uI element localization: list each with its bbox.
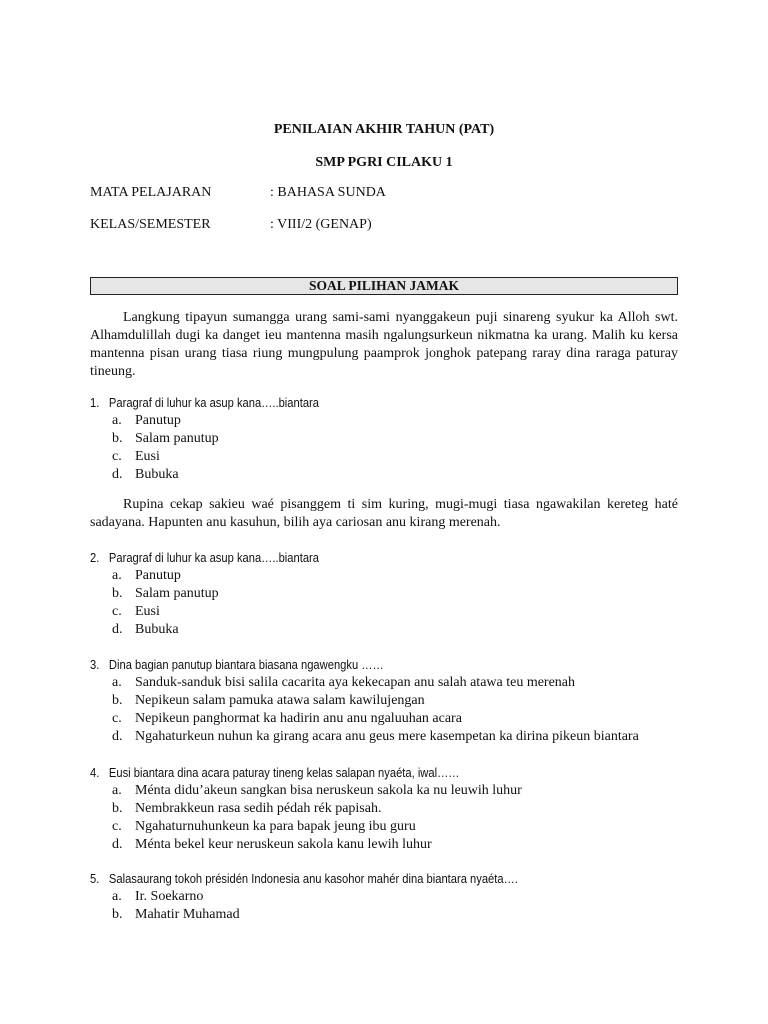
option-text: Eusi — [135, 604, 160, 619]
option-letter: c. — [112, 604, 122, 619]
option-text: Sanduk-sanduk bisi salila cacarita aya kekecapan anu salah atawa teu merenah — [135, 675, 576, 690]
reading-paragraph-1: Langkung tipayun sumangga urang sami-sami nyanggakeun puji sinareng syukur ka Alloh swt. Alhamdulillah dugi ka danget ieu mantenna masih ngalungsurkeun nikmatna ka urang. Malih ku kersa mantenna pisan urang tiasa riung mungpulung paamprok jonghok patepang raray dina raraga paturay tineung. — [90, 310, 678, 379]
option-letter: a. — [112, 568, 122, 583]
option — [90, 836, 710, 854]
option-letter: a. — [112, 675, 122, 690]
question-number: 3. — [90, 657, 100, 672]
option-text: Mahatir Muhamad — [135, 907, 240, 922]
section-title: SOAL PILIHAN JAMAK — [90, 277, 678, 295]
option-text: Nembrakkeun rasa sedih pédah rék papisah. — [135, 801, 382, 816]
option-text: Bubuka — [135, 467, 179, 482]
subject-row — [90, 185, 386, 201]
option — [90, 888, 710, 906]
question-stem — [90, 764, 623, 782]
class-row — [90, 217, 372, 233]
option-letter: c. — [112, 819, 122, 834]
option-text: Ngahaturnuhunkeun ka para bapak jeung ibu guru — [135, 819, 416, 834]
option — [90, 567, 710, 585]
option-text: Ngahaturkeun nuhun ka girang acara anu geus mere kasempetan ka dirina pikeun biantara — [135, 729, 639, 744]
option — [90, 692, 710, 710]
question-3 — [90, 656, 710, 746]
option-text: Ir. Soekarno — [135, 889, 204, 904]
question-5 — [90, 870, 710, 924]
question-stem — [90, 394, 623, 412]
reading-paragraph-2: Rupina cekap sakieu waé pisanggem ti sim kuring, mugi-mugi tiasa ngawakilan kereteg haté sadayana. Hapunten anu kasuhun, bilih aya cariosan anu kirang merenah. — [90, 497, 678, 530]
question-stem — [90, 656, 623, 674]
option — [90, 585, 710, 603]
question-text: Paragraf di luhur ka asup kana…..biantara — [108, 395, 319, 410]
question-stem — [90, 549, 623, 567]
question-number: 1. — [90, 395, 100, 410]
option — [90, 448, 710, 466]
question-text: Salasaurang tokoh présidén Indonesia anu kasohor mahér dina biantara nyaéta…. — [108, 871, 518, 886]
question-stem — [90, 870, 623, 888]
option-text: Salam panutup — [135, 431, 219, 446]
option-letter: c. — [112, 711, 122, 726]
question-2 — [90, 549, 710, 639]
option-text: Nepikeun panghormat ka hadirin anu anu ngaluuhan acara — [135, 711, 462, 726]
class-value: : VIII/2 (GENAP) — [270, 217, 372, 232]
question-4 — [90, 764, 710, 854]
option-letter: a. — [112, 413, 122, 428]
option-letter: b. — [112, 431, 123, 446]
option-text: Ménta bekel keur neruskeun sakola kanu lewih luhur — [135, 837, 432, 852]
option — [90, 412, 710, 430]
option-letter: c. — [112, 449, 122, 464]
option — [90, 430, 710, 448]
option-letter: d. — [112, 729, 123, 744]
option-letter: b. — [112, 586, 123, 601]
exam-title: PENILAIAN AKHIR TAHUN (PAT) — [273, 122, 495, 137]
option — [90, 603, 710, 621]
question-number: 2. — [90, 550, 100, 565]
question-text: Eusi biantara dina acara paturay tineng kelas salapan nyaéta, iwal…… — [108, 765, 460, 780]
option-text: Panutup — [135, 568, 181, 583]
option-text: Nepikeun salam pamuka atawa salam kawilujengan — [135, 693, 425, 708]
option-text: Eusi — [135, 449, 160, 464]
option-letter: b. — [112, 693, 123, 708]
question-text: Dina bagian panutup biantara biasana ngawengku …… — [108, 657, 384, 672]
question-number: 5. — [90, 871, 100, 886]
option-letter: d. — [112, 467, 123, 482]
class-label: KELAS/SEMESTER — [90, 217, 211, 232]
question-text: Paragraf di luhur ka asup kana…..biantara — [108, 550, 319, 565]
option — [90, 674, 710, 692]
option — [90, 782, 710, 800]
option — [90, 710, 710, 728]
option-letter: d. — [112, 837, 123, 852]
option-letter: a. — [112, 889, 122, 904]
option — [90, 621, 710, 639]
subject-label: MATA PELAJARAN — [90, 185, 212, 200]
option-letter: a. — [112, 783, 122, 798]
option — [90, 800, 710, 818]
school-name: SMP PGRI CILAKU 1 — [315, 155, 453, 170]
option — [90, 906, 710, 924]
option-letter: b. — [112, 907, 123, 922]
subject-value: : BAHASA SUNDA — [270, 185, 386, 200]
option-text: Ménta didu’akeun sangkan bisa neruskeun sakola ka nu leuwih luhur — [135, 783, 522, 798]
option-letter: d. — [112, 622, 123, 637]
option-text: Salam panutup — [135, 586, 219, 601]
option — [90, 818, 710, 836]
option-text: Bubuka — [135, 622, 179, 637]
option-letter: b. — [112, 801, 123, 816]
question-1 — [90, 394, 710, 484]
question-number: 4. — [90, 765, 100, 780]
option — [90, 728, 710, 746]
option — [90, 466, 710, 484]
option-text: Panutup — [135, 413, 181, 428]
